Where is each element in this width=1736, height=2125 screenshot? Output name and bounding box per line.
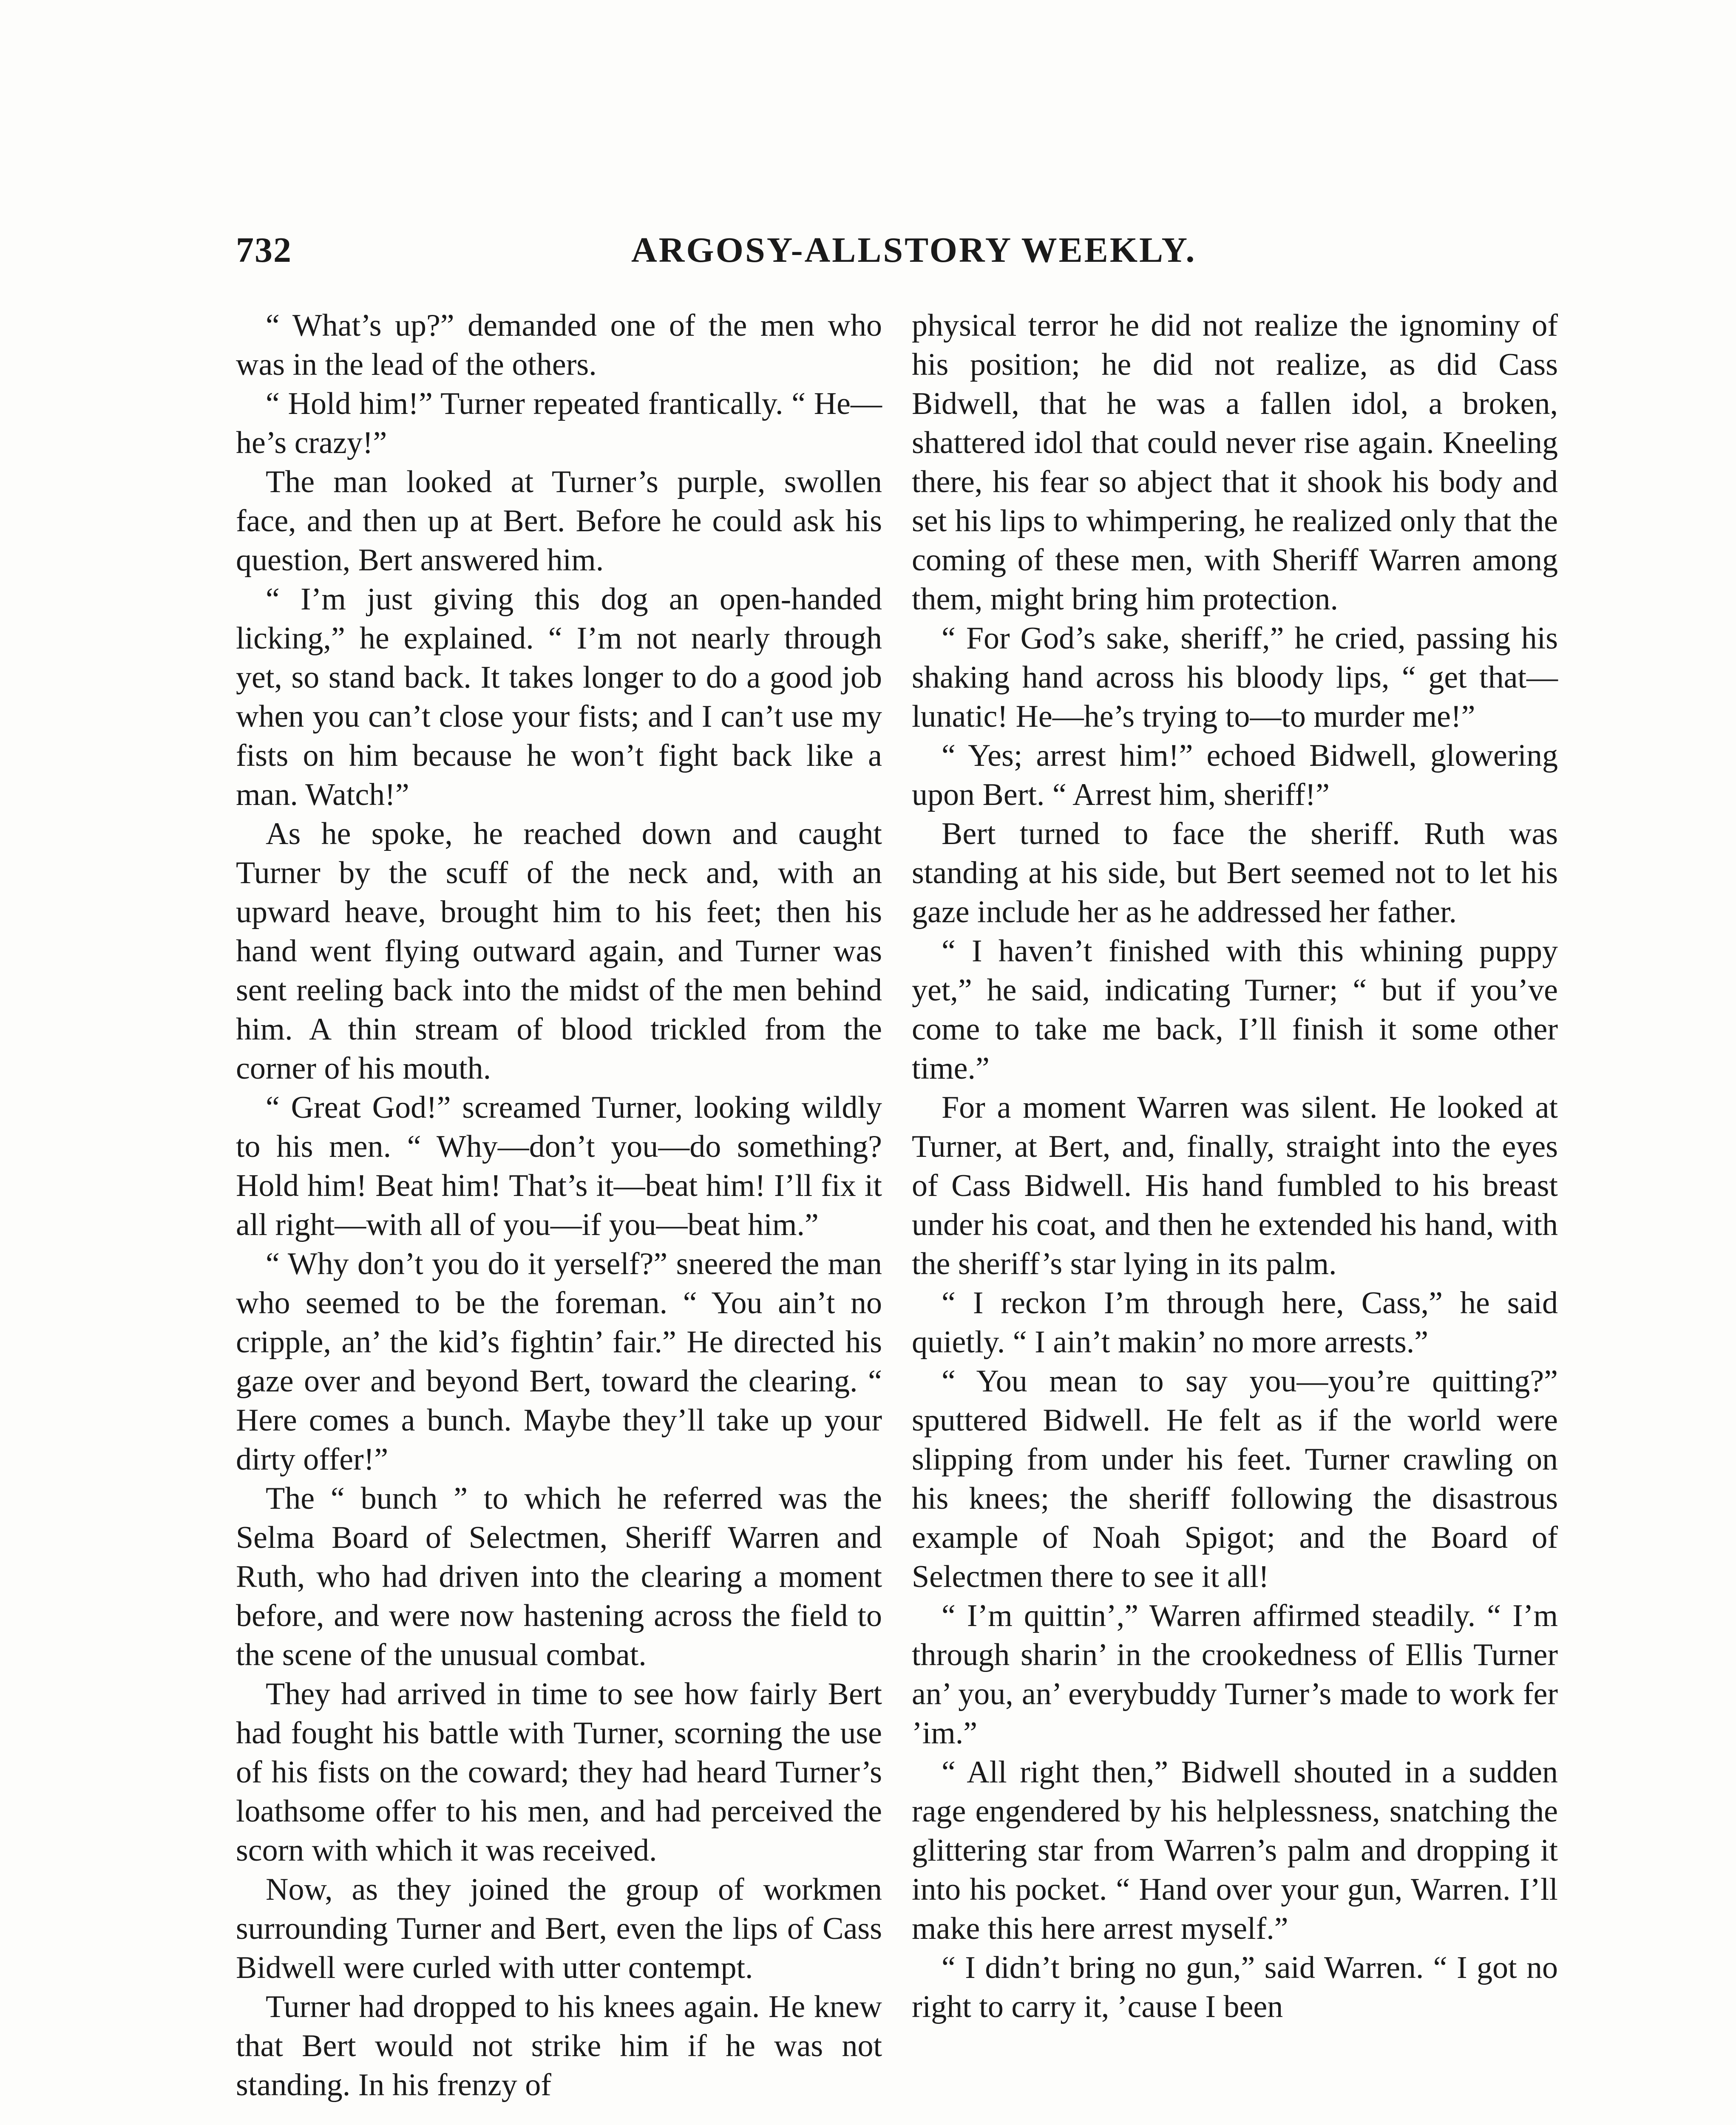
paragraph: Bert turned to face the sheriff. Ruth was standing at his side, but Bert seemed not to let his gaze include her as he addressed her father.: [912, 816, 1558, 929]
paragraph: They had arrived in time to see how fairly Bert had fought his battle with Turner, scorning the use of his fists on the coward; they had heard Turner’s loathsome offer to his men, and had perceived the scorn with which it was received.: [236, 1677, 882, 1868]
right-column: [912, 306, 1558, 2026]
paragraph: “ All right then,” Bidwell shouted in a sudden rage engendered by his helplessness, snatching the glittering star from Warren’s palm and dropping it into his pocket. “ Hand over your gun, Warren. I’ll make this here arrest myself.”: [912, 1755, 1558, 1946]
paragraph: As he spoke, he reached down and caught Turner by the scuff of the neck and, with an upward heave, brought him to his feet; then his hand went flying outward again, and Turner was sent reeling back into the midst of the men behind him. A thin stream of blood trickled from the corner of his mouth.: [236, 816, 882, 1086]
paragraph: “ I’m just giving this dog an open-handed licking,” he explained. “ I’m not nearly through yet, so stand back. It takes longer to do a good job when you can’t close your fists; and I can’t use my fists on him because he won’t fight back like a man. Watch!”: [236, 582, 882, 812]
page-number: 732: [236, 230, 292, 270]
paragraph: “ What’s up?” demanded one of the men who was in the lead of the others.: [236, 308, 882, 382]
paragraph: “ Great God!” screamed Turner, looking wildly to his men. “ Why—don’t you—do something? Hold him! Beat him! That’s it—beat him! I’ll fix it all right—with all of you—if you—beat him.”: [236, 1090, 882, 1242]
paragraph: “ I didn’t bring no gun,” said Warren. “ I got no right to carry it, ’cause I been: [912, 1950, 1558, 2024]
paragraph: The “ bunch ” to which he referred was the Selma Board of Selectmen, Sheriff Warren and Ruth, who had driven into the clearing a moment before, and were now hastening across the field to the scene of the unusual combat.: [236, 1481, 882, 1672]
paragraph: “ I reckon I’m through here, Cass,” he said quietly. “ I ain’t makin’ no more arrests.”: [912, 1286, 1558, 1360]
paragraph: “ I haven’t finished with this whining puppy yet,” he said, indicating Turner; “ but if you’ve come to take me back, I’ll finish it some other time.”: [912, 934, 1558, 1086]
paragraph: For a moment Warren was silent. He looked at Turner, at Bert, and, finally, straight into the eyes of Cass Bidwell. His hand fumbled to his breast under his coat, and then he extended his hand, with the sheriff’s star lying in its palm.: [912, 1090, 1558, 1281]
paragraph: “ For God’s sake, sheriff,” he cried, passing his shaking hand across his bloody lips, “ get that—lunatic! He—he’s trying to—to murder me!”: [912, 621, 1558, 734]
paragraph: “ You mean to say you—you’re quitting?” sputtered Bidwell. He felt as if the world were slipping from under his feet. Turner crawling on his knees; the sheriff following the disastrous example of Noah Spigot; and the Board of Selectmen there to see it all!: [912, 1364, 1558, 1594]
running-title: ARGOSY-ALLSTORY WEEKLY.: [631, 230, 1197, 270]
paragraph: “ Why don’t you do it yerself?” sneered the man who seemed to be the foreman. “ You ain’t no cripple, an’ the kid’s fightin’ fair.” He directed his gaze over and beyond Bert, toward the clearing. “ Here comes a bunch. Maybe they’ll take up your dirty offer!”: [236, 1247, 882, 1477]
paragraph: Now, as they joined the group of workmen surrounding Turner and Bert, even the lips of Cass Bidwell were curled with utter contempt.: [236, 1872, 882, 1985]
page-header: [236, 230, 1486, 276]
paragraph: Turner had dropped to his knees again. He knew that Bert would not strike him if he was not standing. In his frenzy of: [236, 1989, 882, 2102]
paragraph: The man looked at Turner’s purple, swollen face, and then up at Bert. Before he could ask his question, Bert answered him.: [236, 465, 882, 578]
paragraph-continued: physical terror he did not realize the ignominy of his position; he did not realize, as did Cass Bidwell, that he was a fallen idol, a broken, shattered idol that could never rise again. Kneeling there, his fear so abject that it shook his body and set his lips to whimpering, he realized only that the coming of these men, with Sheriff Warren among them, might bring him protection.: [912, 308, 1558, 617]
left-column: [236, 306, 882, 2105]
paragraph: “ Yes; arrest him!” echoed Bidwell, glowering upon Bert. “ Arrest him, sheriff!”: [912, 738, 1558, 812]
paragraph: “ I’m quittin’,” Warren affirmed steadily. “ I’m through sharin’ in the crookedness of Ellis Turner an’ you, an’ everybuddy Turner’s made to work fer ’im.”: [912, 1598, 1558, 1751]
paragraph: “ Hold him!” Turner repeated frantically. “ He—he’s crazy!”: [236, 386, 882, 460]
